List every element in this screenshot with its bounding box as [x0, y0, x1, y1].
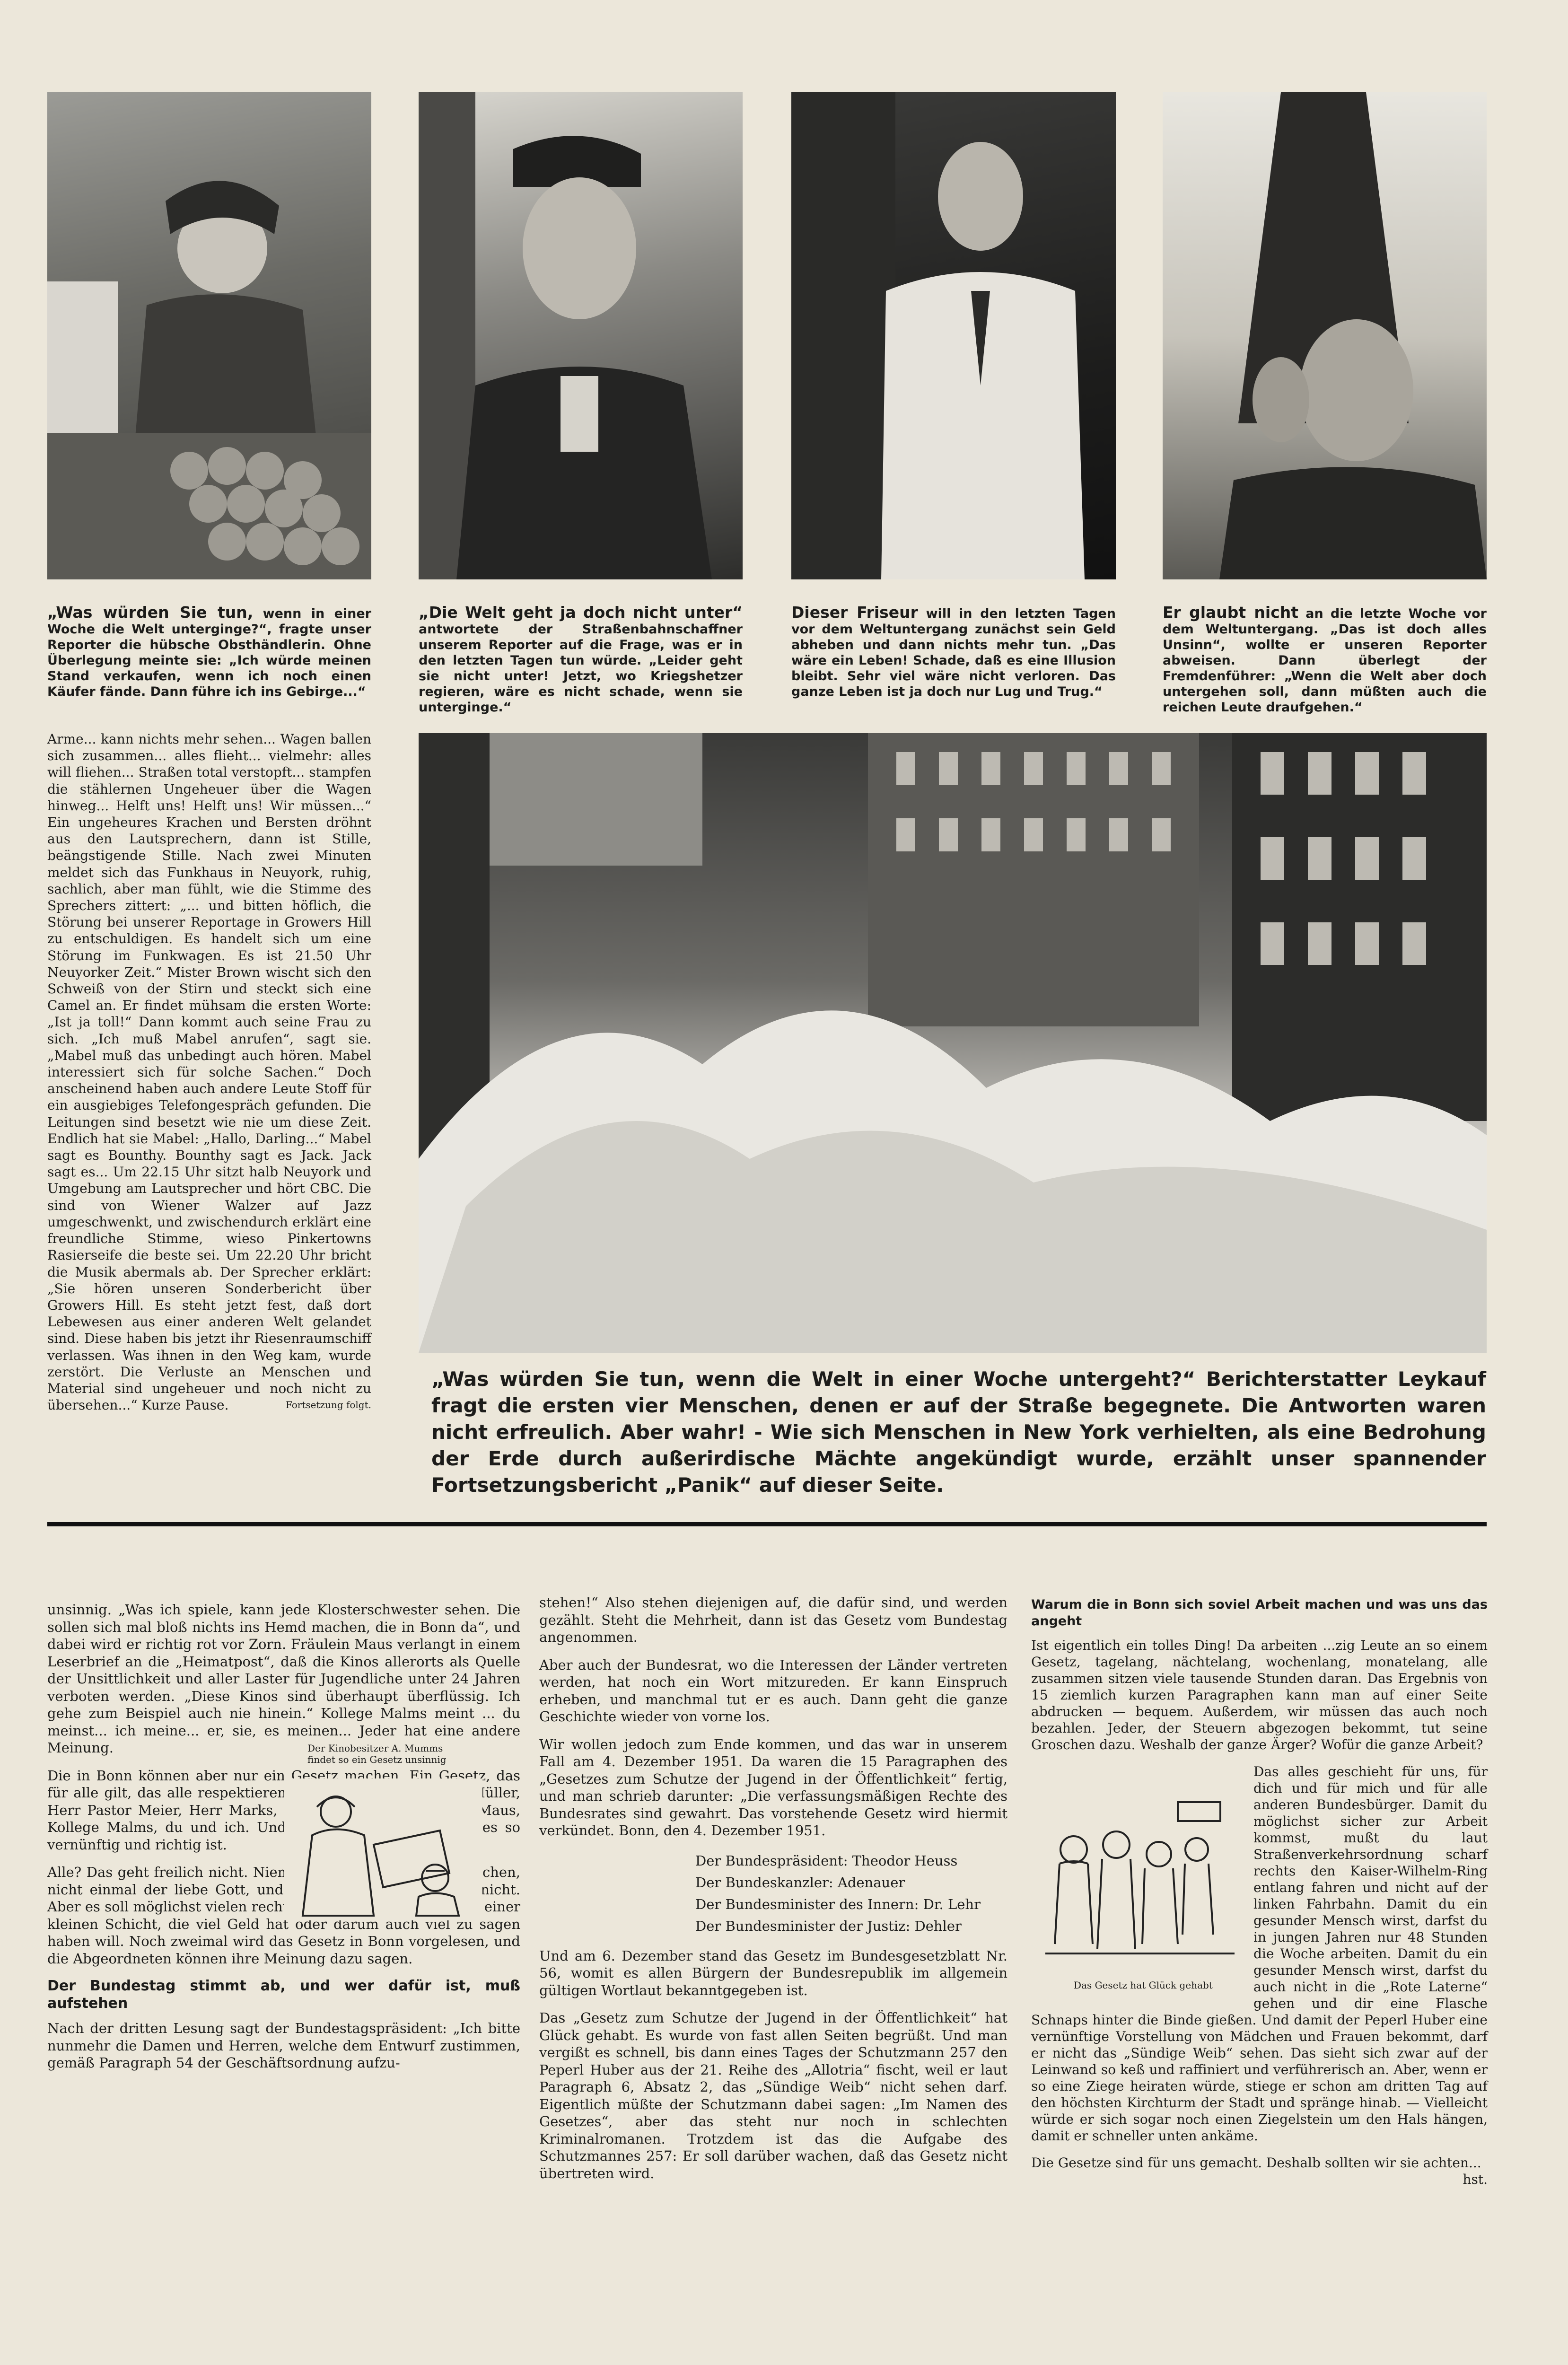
section-subhead: Der Bundestag stimmt ab, und wer dafür ist, muß aufstehen — [47, 1978, 520, 2012]
sketch-caption-police-cinema: Das Gesetz hat Glück gehabt — [1074, 1980, 1213, 1991]
signatory: Der Bundespräsident: Theodor Heuss — [695, 1852, 958, 1869]
caption-fruit-vendor: „Was würden Sie tun, wenn in einer Woche die Welt unterginge?“, fragte unser Reporter die hübsche Obsthändlerin. Ohne Überlegung meinte sie: „Ich würde meinen Stand verkaufen, wenn ich noch einen Käufer fände. Dann führe ich ins Gebirge...“ — [47, 603, 371, 699]
signatories-list — [539, 1850, 1007, 1937]
sketch-caption-cinema-owner: Der Kinobesitzer A. Mumms findet so ein Gesetz unsinnig — [307, 1741, 464, 1767]
paragraph: Die Gesetze sind für uns gemacht. Deshalb sollten wir sie achten... — [1031, 2155, 1481, 2171]
signatory: Der Bundesminister des Innern: Dr. Lehr — [695, 1896, 981, 1912]
signatory: Der Bundesminister der Justiz: Dehler — [695, 1918, 962, 1934]
paragraph: Das alles geschieht für uns, für dich und für mich und für alle anderen Bundesbürger. Damit du möglichst sicher zur Arbeit kommst, mußt du laut Straßenverkehrsordnung scharf rechts den Kaiser-Wilhelm-Ring entlang fahren und nicht auf der linken Fahrbahn. Damit du ein gesunder Mensch wirst, darfst du in jungen Jahren nur 48 Stunden die Woche arbeiten. Damit du ein gesunder Mensch wirst, darfst du auch nicht in die „Rote Laterne“ gehen und dir eine Flasche Schnaps hinter die Binde gießen. Und damit der Peperl Huber eine vernünftige Vorstellung von Mädchen und Frauen bekommt, darf er nicht das „Sündige Weib“ sehen. Das sieht sich zwar auf der Leinwand so keß und raffiniert und verführerisch an. Aber, wenn er so eine Ziege heiraten würde, stiege er schon am dritten Tag auf den höchsten Kirchturm der Stadt und spränge hinab. — Vielleicht würde er sich sogar noch einen Ziegelstein um den Hals hängen, damit er schneller unten ankäme. — [1031, 1764, 1488, 2144]
signatory: Der Bundeskanzler: Adenauer — [695, 1874, 905, 1891]
caption-barber: Dieser Friseur will in den letzten Tagen vor dem Weltuntergang zunächst sein Geld abheben und dann nichts mehr tun. „Das wäre ein Leben! Schade, daß es eine Illusion bleibt. Sehr viel wäre nicht verloren. Das ganze Leben ist ja doch nur Lug und Trug.“ — [791, 603, 1116, 699]
paragraph: Ist eigentlich ein tolles Ding! Da arbeiten ...zig Leute an so einem Gesetz, tagelang, nächtelang, wochenlang, monatelang, alle zusammen sitzen viele tausende Stunden daran. Das Ergebnis von 15 ziemlich kurzen Paragraphen kann man auf einer Seite abdrucken — bequem. Außerdem, wir müssen das auch noch bezahlen. Jeder, der Steuern abgezogen bekommt, tut seine Groschen dazu. Weshalb der ganze Ärger? Wofür die ganze Arbeit? — [1031, 1638, 1488, 1752]
paragraph: Die in Bonn können aber nur ein Gesetz machen. Ein Gesetz, das für alle gilt, das alle respektieren sollen und können: Herr Müller, Herr Pastor Meier, Herr Marks, Kinochef Mumm, Fräulein Maus, Kollege Malms, du und ich. Und alle sollen einsehen, daß es so vernünftig und richtig ist. — [47, 1767, 520, 1853]
serial-story-column — [47, 731, 371, 1413]
sketch-cinema-owner — [284, 1778, 482, 1920]
caption-tram-conductor: „Die Welt geht ja doch nicht unter“ antwortete der Straßenbahnschaffner unserem Reporter auf die Frage, was er in den letzten Tagen tun würde. „Leider geht sie nicht unter! Jetzt, wo Kriegshetzer regieren, wäre es nicht schade, wenn sie unterginge.“ — [419, 603, 743, 715]
continued-note: Fortsetzung folgt. — [285, 1399, 371, 1411]
paragraph: Aber auch der Bundesrat, wo die Interessen der Länder vertreten werden, hat noch ein Wort mitzureden. Er kann Einspruch erheben, und manchmal tut er es auch. Dann geht die ganze Geschichte wieder von vorne los. — [539, 1656, 1007, 1725]
photo-barber — [791, 92, 1116, 579]
author-initials: hst. — [1463, 2172, 1488, 2187]
paragraph: Alle? Das geht freilich nicht. Niemand kann es allen recht machen, nicht einmal der liebe Gott, und der Bundestag erst recht nicht. Aber es soll möglichst vielen recht gemacht werden und nicht einer kleinen Schicht, die viel Geld hat oder darum auch viel zu sagen haben will. Noch zweimal wird das Gesetz in Bonn vorgelesen, und die Abgeordneten können ihre Meinung dazu sagen. — [47, 1864, 520, 1967]
paragraph: Nach der dritten Lesung sagt der Bundestagspräsident: „Ich bitte nunmehr die Damen und Herren, welche dem Entwurf zustimmen, gemäß Paragraph 54 der Geschäftsordnung aufzu- — [47, 2020, 520, 2071]
photo-tour-guide — [1163, 92, 1487, 579]
paragraph: Und am 6. Dezember stand das Gesetz im Bundesgesetzblatt Nr. 56, womit es allen Bürgern der Bundesrepublik im allgemein gültigen Wortlaut bekanntgegeben ist. — [539, 1947, 1007, 1998]
paragraph: stehen!“ Also stehen diejenigen auf, die dafür sind, und werden gezählt. Steht die Mehrheit, dann ist das Gesetz vom Bundestag angenommen. — [539, 1594, 1007, 1645]
story-deck: „Was würden Sie tun, wenn die Welt in einer Woche untergeht?“ Berichterstatter Leykauf fragt die ersten vier Menschen, denen er auf der Straße begegnete. Die Antworten waren nicht erfreulich. Aber wahr! - Wie sich Menschen in New York verhielten, als eine Bedrohung der Erde durch außerirdische Mächte angekündigt wurde, erzählt unser spannender Fortsetzungsbericht „Panik“ auf dieser Seite. — [431, 1367, 1486, 1497]
caption-tour-guide: Er glaubt nicht an die letzte Woche vor dem Weltuntergang. „Das ist doch alles Unsinn“, wollte er unseren Reporter abweisen. Dann überlegt der Fremdenführer: „Wenn die Welt aber doch untergehen soll, dann müßten auch die reichen Leute draufgehen.“ — [1163, 603, 1487, 715]
paragraph: unsinnig. „Was ich spiele, kann jede Klosterschwester sehen. Die sollen sich mal bloß nichts ins Hemd machen, die in Bonn da“, und dabei wird er richtig rot vor Zorn. Fräulein Maus verlangt in einem Leserbrief an die „Heimatpost“, daß die Kinos allerorts als Quelle der Unsittlichkeit und aller Laster für Jugendliche unter 24 Jahren verboten werden. „Diese Kinos sind überhaupt überflüssig. Ich gehe zum Beispiel auch nie hinein.“ Kollege Malms meint ... du meinst... ich meine... er, sie, es meinen... Jeder hat eine andere Meinung. — [47, 1602, 520, 1756]
photo-fruit-vendor — [47, 92, 371, 579]
paragraph: Das „Gesetz zum Schutze der Jugend in der Öffentlichkeit“ hat Glück gehabt. Es wurde von fast allen Seiten begrüßt. Und man vergißt es schnell, bis dann eines Tages der Schutzmann 257 den Peperl Huber aus der 21. Reihe des „Allotria“ fischt, weil er laut Paragraph 6, Absatz 2, das „Sündige Weib“ nicht sehen darf. Eigentlich müßte der Schutzmann dabei sagen: „Im Namen des Gesetzes“, aber das steht nur noch in schlechten Kriminalromanen. Trotzdem ist das die Aufgabe des Schutzmannes 257: Er soll darüber wachen, daß das Gesetz nicht übertreten wird. — [539, 2010, 1007, 2181]
section-divider — [47, 1522, 1487, 1526]
photo-city-flood — [419, 733, 1487, 1353]
photo-tram-conductor — [419, 92, 743, 579]
article-column-2 — [539, 1594, 1007, 2192]
serial-story-text: Arme... kann nichts mehr sehen... Wagen ballen sich zusammen... alles flieht... vielmehr: alles will fliehen... Straßen total verstopft... stampfen die stählernen Ungeheuer über die Wagen hinweg... Helft uns! Helft uns! Wir müssen...“ Ein ungeheures Krachen und Bersten dröhnt aus den Lautsprechern, dann ist Stille, beängstigende Stille. Nach zwei Minuten meldet sich das Funkhaus in Neuyork, ruhig, sachlich, aber man fühlt, wie die Stimme des Sprechers zittert: „... und bitten höflich, die Störung bei unserer Reportage in Growers Hill zu entschuldigen. Es handelt sich um eine Störung im Funkwagen. Es ist 21.50 Uhr Neuyorker Zeit.“ Mister Brown wischt sich den Schweiß von der Stirn und steckt sich eine Camel an. Er findet mühsam die ersten Worte: „Ist ja toll!“ Dann kommt auch seine Frau zu sich. „Ich muß Mabel anrufen“, sagt sie. „Mabel muß das unbedingt auch hören. Mabel interessiert sich für solche Sachen.“ Doch anscheinend haben auch andere Leute Stoff für ein ausgiebiges Telefongespräch gefunden. Die Leitungen sind besetzt wie nie um diese Zeit. Endlich hat sie Mabel: „Hallo, Darling...“ Mabel sagt es Bounthy. Bounthy sagt es Jack. Jack sagt es... Um 22.15 Uhr sitzt halb Neuyork und Umgebung am Lautsprecher und hört CBC. Die sind von Wiener Walzer auf Jazz umgeschwenkt, und zwischendurch erklärt eine freundliche Stimme, wieso Pinkertowns Rasierseife die beste sei. Um 22.20 Uhr bricht die Musik abermals ab. Der Sprecher erklärt: „Sie hören unseren Sonderbericht über Growers Hill. Es steht jetzt fest, daß dort Lebewesen aus einer anderen Welt gelandet sind. Diese haben bis jetzt ihr Riesenraumschiff verlassen. Was ihnen in den Weg kam, wurde zerstört. Die Verluste an Menschen und Material sind ungeheuer und noch nicht zu übersehen...“ Kurze Pause. — [47, 731, 371, 1413]
sketch-police-cinema — [1036, 1793, 1244, 1968]
paragraph: Wir wollen jedoch zum Ende kommen, und das war in unserem Fall am 4. Dezember 1951. Da waren die 15 Paragraphen des „Gesetzes zum Schutze der Jugend in der Öffentlichkeit“ fertig, und man schrieb darunter: „Die verfassungsmäßigen Rechte des Bundesrates sind gewahrt. Das vorstehende Gesetz wird hiermit verkündet. Bonn, den 4. Dezember 1951. — [539, 1736, 1007, 1839]
section-subhead: Warum die in Bonn sich soviel Arbeit machen und was uns das angeht — [1031, 1597, 1488, 1629]
